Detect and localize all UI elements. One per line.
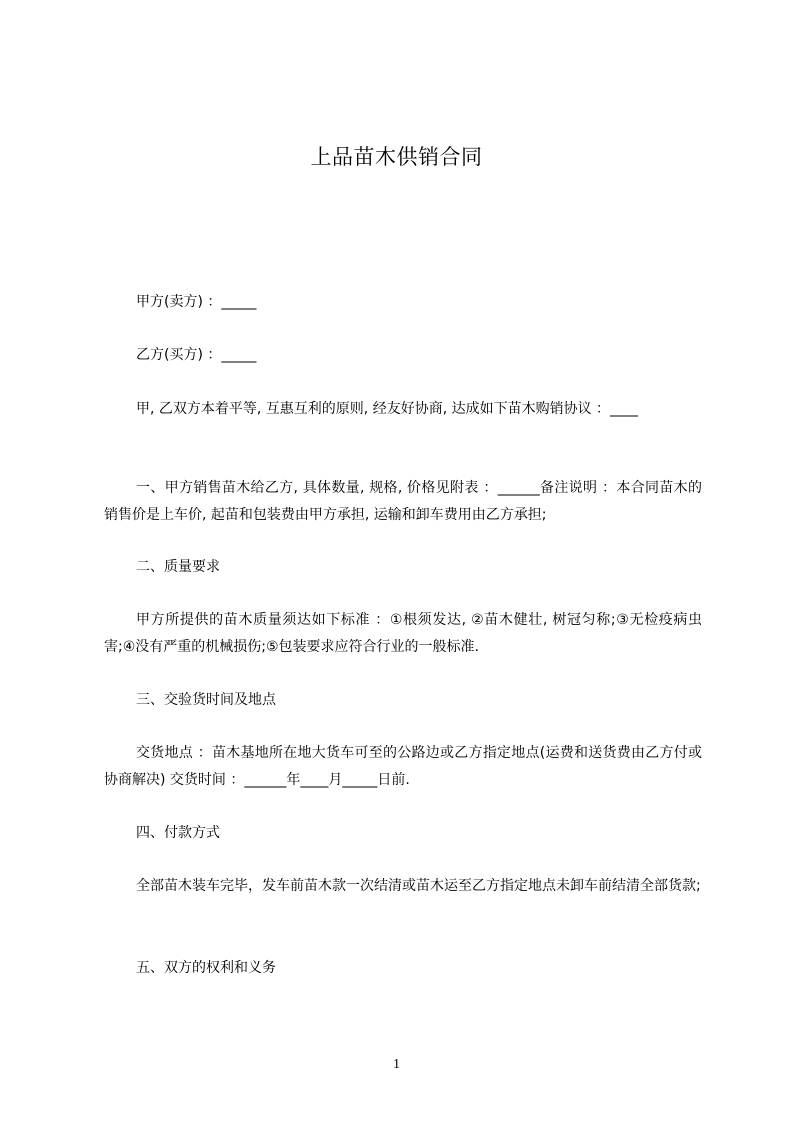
section-2-heading: 二、质量要求 [136,559,220,575]
section-4-body: 全部苗木装车完毕，发车前苗木款一次结清或苗木运至乙方指定地点未卸车前结清全部货款; [136,878,701,894]
section-4-heading: 四、付款方式 [136,825,220,841]
section-5-heading: 五、双方的权利和义务 [136,960,276,976]
party-b-line: 乙方(买方) ：_____ [136,347,257,363]
section-3-heading: 三、交验货时间及地点 [136,692,276,708]
section-2-body: 甲方所提供的苗木质量须达如下标准 ：①根须发达, ②苗木健壮, 树冠匀称;③无检疫病虫害;④没有严重的机械损伤;⑤包装要求应符合行业的一般标准. [104,612,702,655]
page-number: 1 [393,1057,400,1072]
document-title: 上品苗木供销合同 [310,145,483,169]
party-a-line: 甲方(卖方) ：_____ [136,294,257,310]
section-3-body: 交货地点 ：苗木基地所在地大货车可至的公路边或乙方指定地点(运费和送货费由乙方付或协商解决) 交货时间 ：______年____月_____日前. [104,745,702,788]
intro-paragraph: 甲, 乙双方本着平等, 互惠互利的原则, 经友好协商, 达成如下苗木购销协议 ：____ [136,401,639,417]
section-1-paragraph: 一、甲方销售苗木给乙方, 具体数量, 规格, 价格见附表 ：______备注说明 ：本合同苗木的销售价是上车价, 起苗和包装费由甲方承担, 运输和卸车费用由乙方承担; [104,480,702,523]
